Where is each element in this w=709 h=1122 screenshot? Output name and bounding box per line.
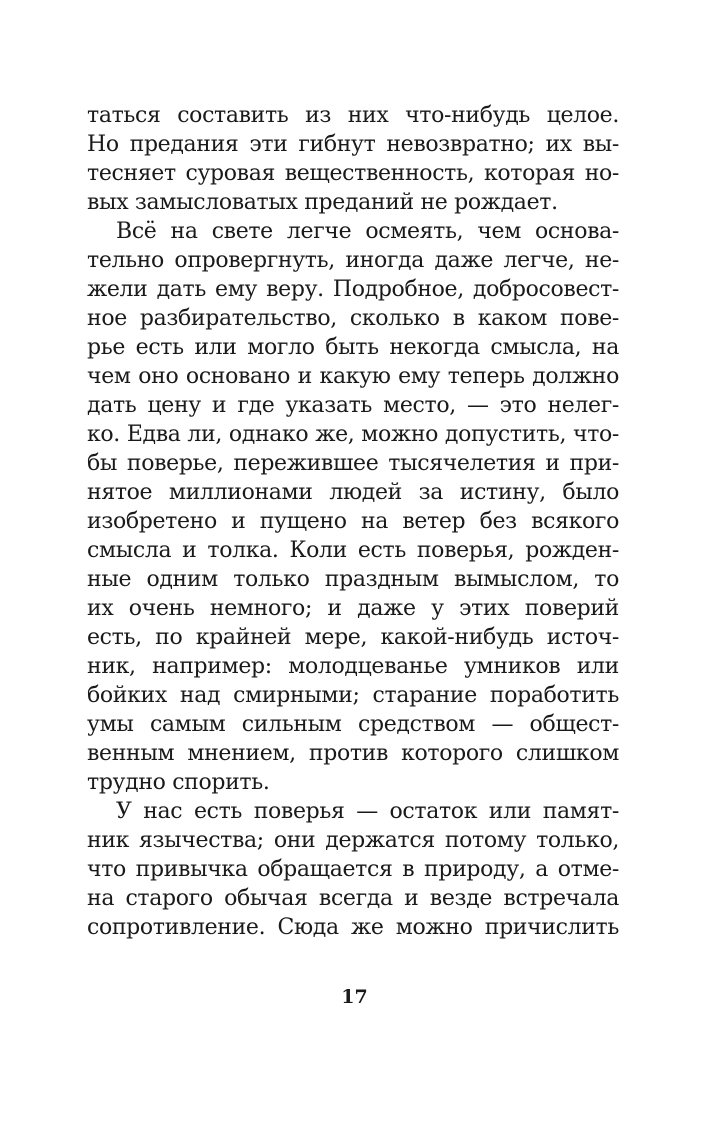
text-line: У нас есть поверья — остаток или памят- [116, 799, 619, 824]
text-line: вых замысловатых преданий не рождает. [87, 190, 558, 215]
paragraph-2 [87, 217, 619, 797]
paragraph-3 [87, 797, 619, 942]
text-line: тесняет суровая вещественность, которая но- [87, 161, 619, 186]
text-line: на старого обычая всегда и везде встречала [87, 886, 619, 911]
text-line: венным мнением, против которого слишком [87, 741, 619, 766]
text-line: сопротивление. Сюда же можно причислить [87, 915, 619, 940]
text-line: Но предания эти гибнут невозвратно; их вы- [87, 132, 619, 157]
text-line: жели дать ему веру. Подробное, добросовест- [87, 277, 619, 302]
text-line: их очень немного; и даже у этих поверий [87, 596, 619, 621]
text-line: трудно спорить. [87, 770, 270, 795]
text-line: чем оно основано и какую ему теперь должно [87, 364, 619, 389]
text-line: Всё на свете легче осмеять, чем основа- [116, 219, 619, 244]
text-line: изобретено и пущено на ветер без всякого [87, 509, 619, 534]
text-line: ник, например: молодцеванье умников или [87, 654, 619, 679]
text-line: бы поверье, пережившее тысячелетия и при- [87, 451, 619, 476]
page-number: 17 [341, 986, 368, 1008]
text-line: ные одним только праздным вымыслом, то [87, 567, 619, 592]
text-line: ник язычества; они держатся потому только, [87, 828, 619, 853]
text-line: смысла и толка. Коли есть поверья, рожден- [87, 538, 619, 563]
text-line: ко. Едва ли, однако же, можно допустить, что- [87, 422, 619, 447]
body-text [87, 101, 619, 942]
text-line: таться составить из них что-нибудь целое. [87, 103, 619, 128]
paragraph-1 [87, 101, 619, 217]
text-line: бойких над смирными; старание поработить [87, 683, 619, 708]
text-line: нятое миллионами людей за истину, было [87, 480, 619, 505]
text-line: есть, по крайней мере, какой-нибудь источ- [87, 625, 619, 650]
text-line: тельно опровергнуть, иногда даже легче, не- [87, 248, 619, 273]
text-line: умы самым сильным средством — общест- [87, 712, 619, 737]
text-line: ное разбирательство, сколько в каком пове- [87, 306, 619, 331]
text-line: дать цену и где указать место, — это нелег- [87, 393, 619, 418]
text-line: рье есть или могло быть некогда смысла, на [87, 335, 619, 360]
text-line: что привычка обращается в природу, а отме- [87, 857, 619, 882]
